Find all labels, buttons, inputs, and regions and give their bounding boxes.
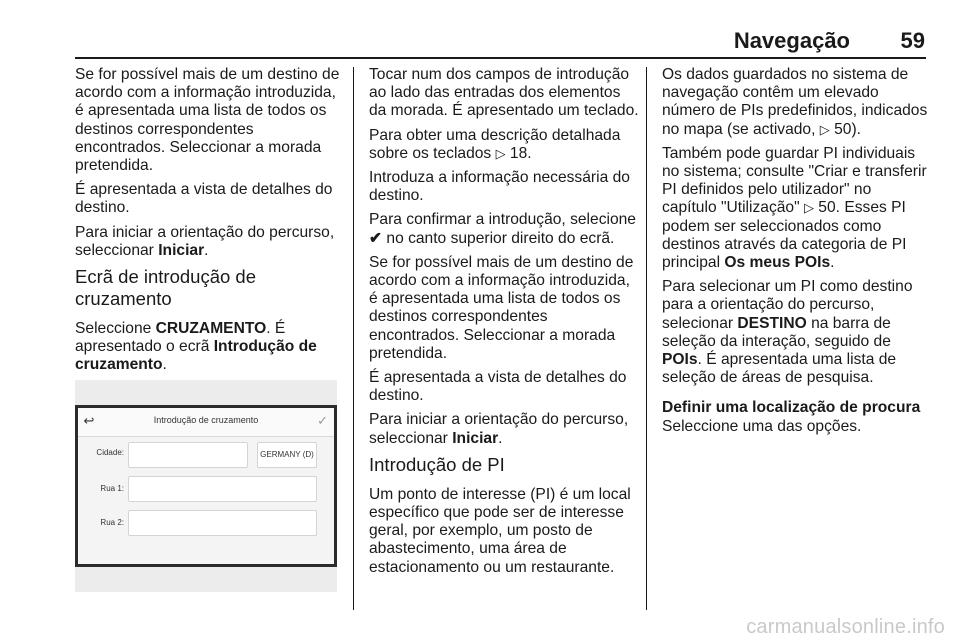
keyword-start: Iniciar bbox=[452, 429, 499, 447]
section-heading: Introdução de PI bbox=[369, 453, 505, 475]
intersection-entry-screen bbox=[78, 408, 334, 564]
street2-input[interactable] bbox=[128, 510, 317, 536]
screen-title: Introdução de cruzamento bbox=[153, 415, 259, 425]
street1-label: Rua 1: bbox=[100, 484, 124, 493]
paragraph: Se for possível mais de um destino de acordo com a informação introduzida, é apresentada uma lista de todos os destinos correspondentes encontrados. Seleccionar a morada pretendida. bbox=[369, 253, 634, 362]
city-input[interactable] bbox=[128, 442, 248, 468]
page-number: 59 bbox=[900, 28, 925, 53]
column-divider-1 bbox=[353, 67, 354, 610]
middle-column bbox=[369, 66, 639, 583]
paragraph: Introduza a informação necessária do destino. bbox=[369, 169, 630, 205]
section-heading: Ecrã de introdução de cruzamento bbox=[75, 266, 257, 310]
street1-input[interactable] bbox=[128, 476, 317, 502]
ref-arrow-icon: ▷ bbox=[819, 121, 830, 137]
back-icon[interactable]: ↩ bbox=[83, 413, 95, 428]
ref-arrow-icon: ▷ bbox=[495, 145, 506, 161]
paragraph: Seleccione CRUZAMENTO. É apresentado o ecrã Introdução de cruzamento. bbox=[75, 320, 317, 374]
paragraph: Para iniciar a orientação do percurso, seleccionar Iniciar. bbox=[369, 411, 629, 447]
watermark: carmanualsonline.info bbox=[746, 616, 945, 638]
column-divider-2 bbox=[646, 67, 647, 610]
paragraph: Um ponto de interesse (PI) é um local específico que pode ser de interesse geral, por exemplo, um posto de abastecimento, uma área de estacionamento ou um restaurante. bbox=[369, 485, 631, 576]
screen-titlebar bbox=[78, 408, 334, 437]
keyword-cruzamento: CRUZAMENTO bbox=[155, 320, 267, 338]
keyword-destino: DESTINO bbox=[737, 314, 807, 332]
right-column bbox=[662, 66, 928, 442]
page-ref[interactable]: 50 bbox=[818, 199, 836, 217]
display-screen bbox=[75, 405, 337, 567]
keyword-screen-name: Introdução de cruzamento bbox=[75, 338, 317, 374]
street2-label: Rua 2: bbox=[100, 518, 124, 527]
paragraph: É apresentada a vista de detalhes do destino. bbox=[75, 181, 333, 217]
paragraph: É apresentada a vista de detalhes do destino. bbox=[369, 369, 627, 405]
paragraph: Para confirmar a introdução, selecione ✔ no canto superior direito do ecrã. bbox=[369, 211, 636, 247]
paragraph: Para iniciar a orientação do percurso, seleccionar Iniciar. bbox=[75, 223, 335, 259]
city-label: Cidade: bbox=[96, 448, 124, 457]
page-ref[interactable]: 50 bbox=[834, 120, 852, 138]
checkmark-icon: ✔ bbox=[369, 229, 383, 247]
header-divider bbox=[75, 57, 926, 59]
left-column bbox=[75, 66, 347, 381]
paragraph: Tocar num dos campos de introdução ao lado das entradas dos elementos da morada. É apresentado um teclado. bbox=[369, 66, 639, 120]
paragraph: Se for possível mais de um destino de acordo com a informação introduzida, é apresentada uma lista de todos os destinos correspondentes encontrados. Seleccionar a morada pretendida. bbox=[75, 66, 340, 175]
subsection-heading: Definir uma localização de procura bbox=[662, 399, 921, 417]
paragraph: Seleccione uma das opções. bbox=[662, 417, 862, 435]
paragraph: Também pode guardar PI individuais no sistema; consulte "Criar e transferir PI definidos pelo utilizador" no capítulo "Utilização" ▷ 50. Esses PI podem ser seleccionados como destinos através da categoria de PI principal Os meus POIs. bbox=[662, 144, 927, 272]
country-button[interactable]: GERMANY (D) bbox=[257, 442, 317, 468]
paragraph: Os dados guardados no sistema de navegação contêm um elevado número de PIs predefinidos, indicados no mapa (se activado, ▷ 50). bbox=[662, 66, 928, 138]
keyword-my-pois: Os meus POIs bbox=[724, 254, 831, 272]
paragraph: Para obter uma descrição detalhada sobre os teclados ▷ 18. bbox=[369, 126, 621, 162]
ref-arrow-icon: ▷ bbox=[803, 200, 814, 216]
paragraph: Para selecionar um PI como destino para a orientação do percurso, selecionar DESTINO na barra de seleção da interação, seguido de POIs. É apresentada uma lista de seleção de áreas de pesquisa. bbox=[662, 278, 913, 387]
screenshot-figure bbox=[75, 380, 337, 592]
page-ref[interactable]: 18 bbox=[509, 144, 528, 162]
keyword-start: Iniciar bbox=[158, 241, 205, 259]
keyword-pois: POIs bbox=[662, 351, 698, 369]
checkmark-icon[interactable]: ✓ bbox=[317, 413, 328, 428]
page-title: Navegação bbox=[733, 28, 850, 53]
